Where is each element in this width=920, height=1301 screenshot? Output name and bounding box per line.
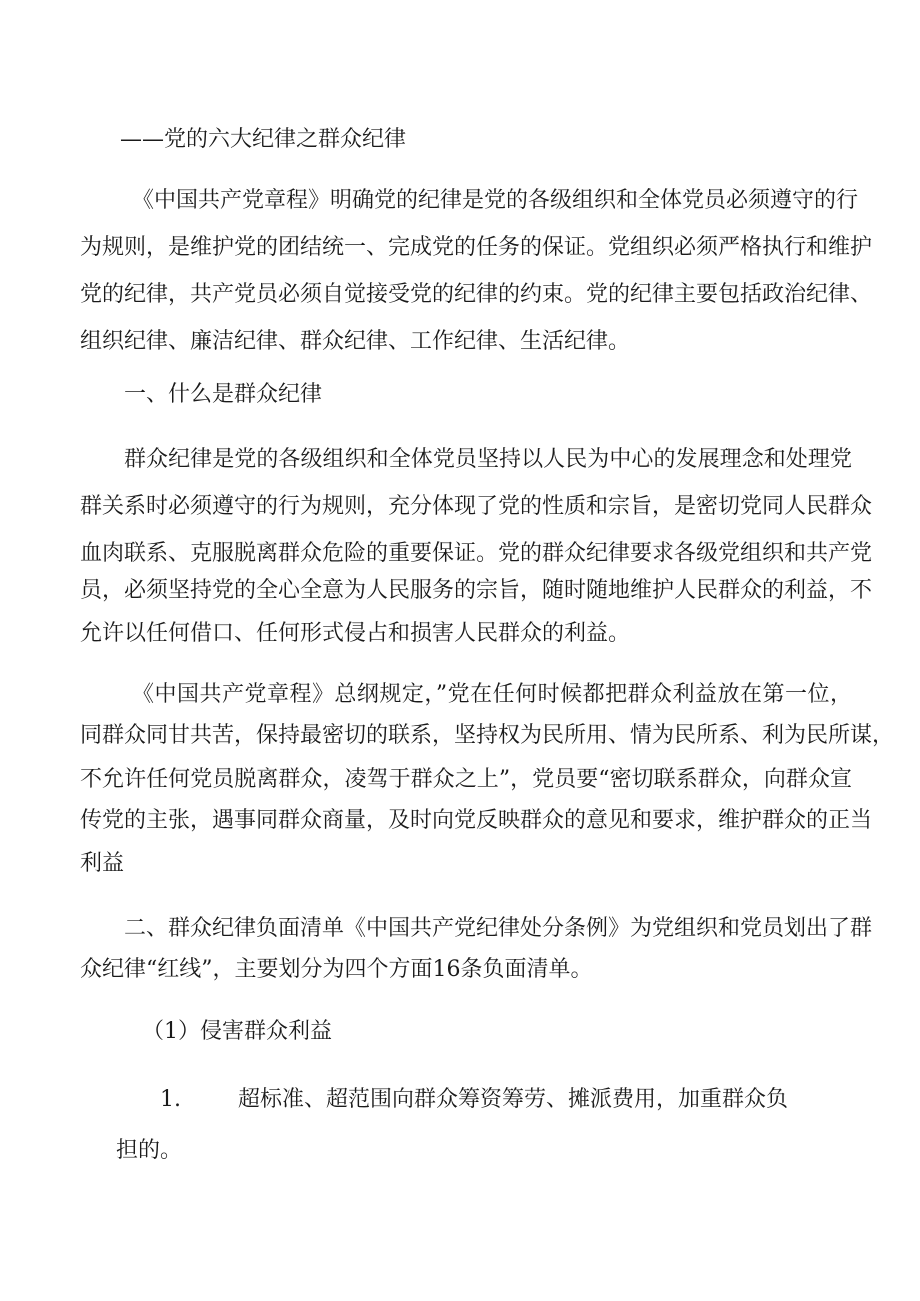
section1-line: 群众纪律是党的各级组织和全体党员坚持以人民为中心的发展理念和处理党	[124, 447, 852, 472]
intro-line: 为规则，是维护党的团结统一、完成党的任务的保证。党组织必须严格执行和维护	[80, 235, 873, 260]
section2-line: 众纪律“红线”，主要划分为四个方面16条负面清单。	[80, 957, 593, 982]
charter-line: 同群众同甘共苦，保持最密切的联系，坚持权为民所用、情为民所系、利为民所谋，	[80, 723, 895, 748]
subsection1-heading: （1）侵害群众利益	[142, 1019, 332, 1044]
intro-line: 组织纪律、廉洁纪律、群众纪律、工作纪律、生活纪律。	[80, 329, 631, 354]
charter-line: 《中国共产党章程》总纲规定，”党在任何时候都把群众利益放在第一位，	[132, 682, 852, 707]
section1-line: 允许以任何借口、任何形式侵占和损害人民群众的利益。	[80, 621, 631, 646]
section1-line: 员，必须坚持党的全心全意为人民服务的宗旨，随时随地维护人民群众的利益，不	[80, 578, 873, 603]
intro-line: 《中国共产党章程》明确党的纪律是党的各级组织和全体党员必须遵守的行	[132, 188, 859, 213]
section1-line: 血肉联系、克服脱离群众危险的重要保证。党的群众纪律要求各级党组织和共产党	[80, 541, 873, 566]
list-item-number: 1.	[160, 1087, 181, 1112]
list-item-text: 超标准、超范围向群众筹资筹劳、摊派费用，加重群众负	[238, 1087, 789, 1112]
section2-line: 二、群众纪律负面清单《中国共产党纪律处分条例》为党组织和党员划出了群	[124, 916, 873, 941]
intro-line: 党的纪律，共产党员必须自觉接受党的纪律的约束。党的纪律主要包括政治纪律、	[80, 282, 873, 307]
section1-heading: 一、什么是群众纪律	[124, 382, 323, 407]
charter-line: 传党的主张，遇事同群众商量，及时向党反映群众的意见和要求，维护群众的正当	[80, 808, 873, 833]
list-item-continuation: 担的。	[116, 1138, 183, 1163]
document-subtitle: ——党的六大纪律之群众纪律	[120, 127, 407, 152]
charter-line: 利益	[80, 851, 125, 876]
charter-line: 不允许任何党员脱离群众，凌驾于群众之上”，党员要“密切联系群众，向群众宣	[80, 767, 852, 792]
section1-line: 群关系时必须遵守的行为规则，充分体现了党的性质和宗旨，是密切党同人民群众	[80, 494, 873, 519]
